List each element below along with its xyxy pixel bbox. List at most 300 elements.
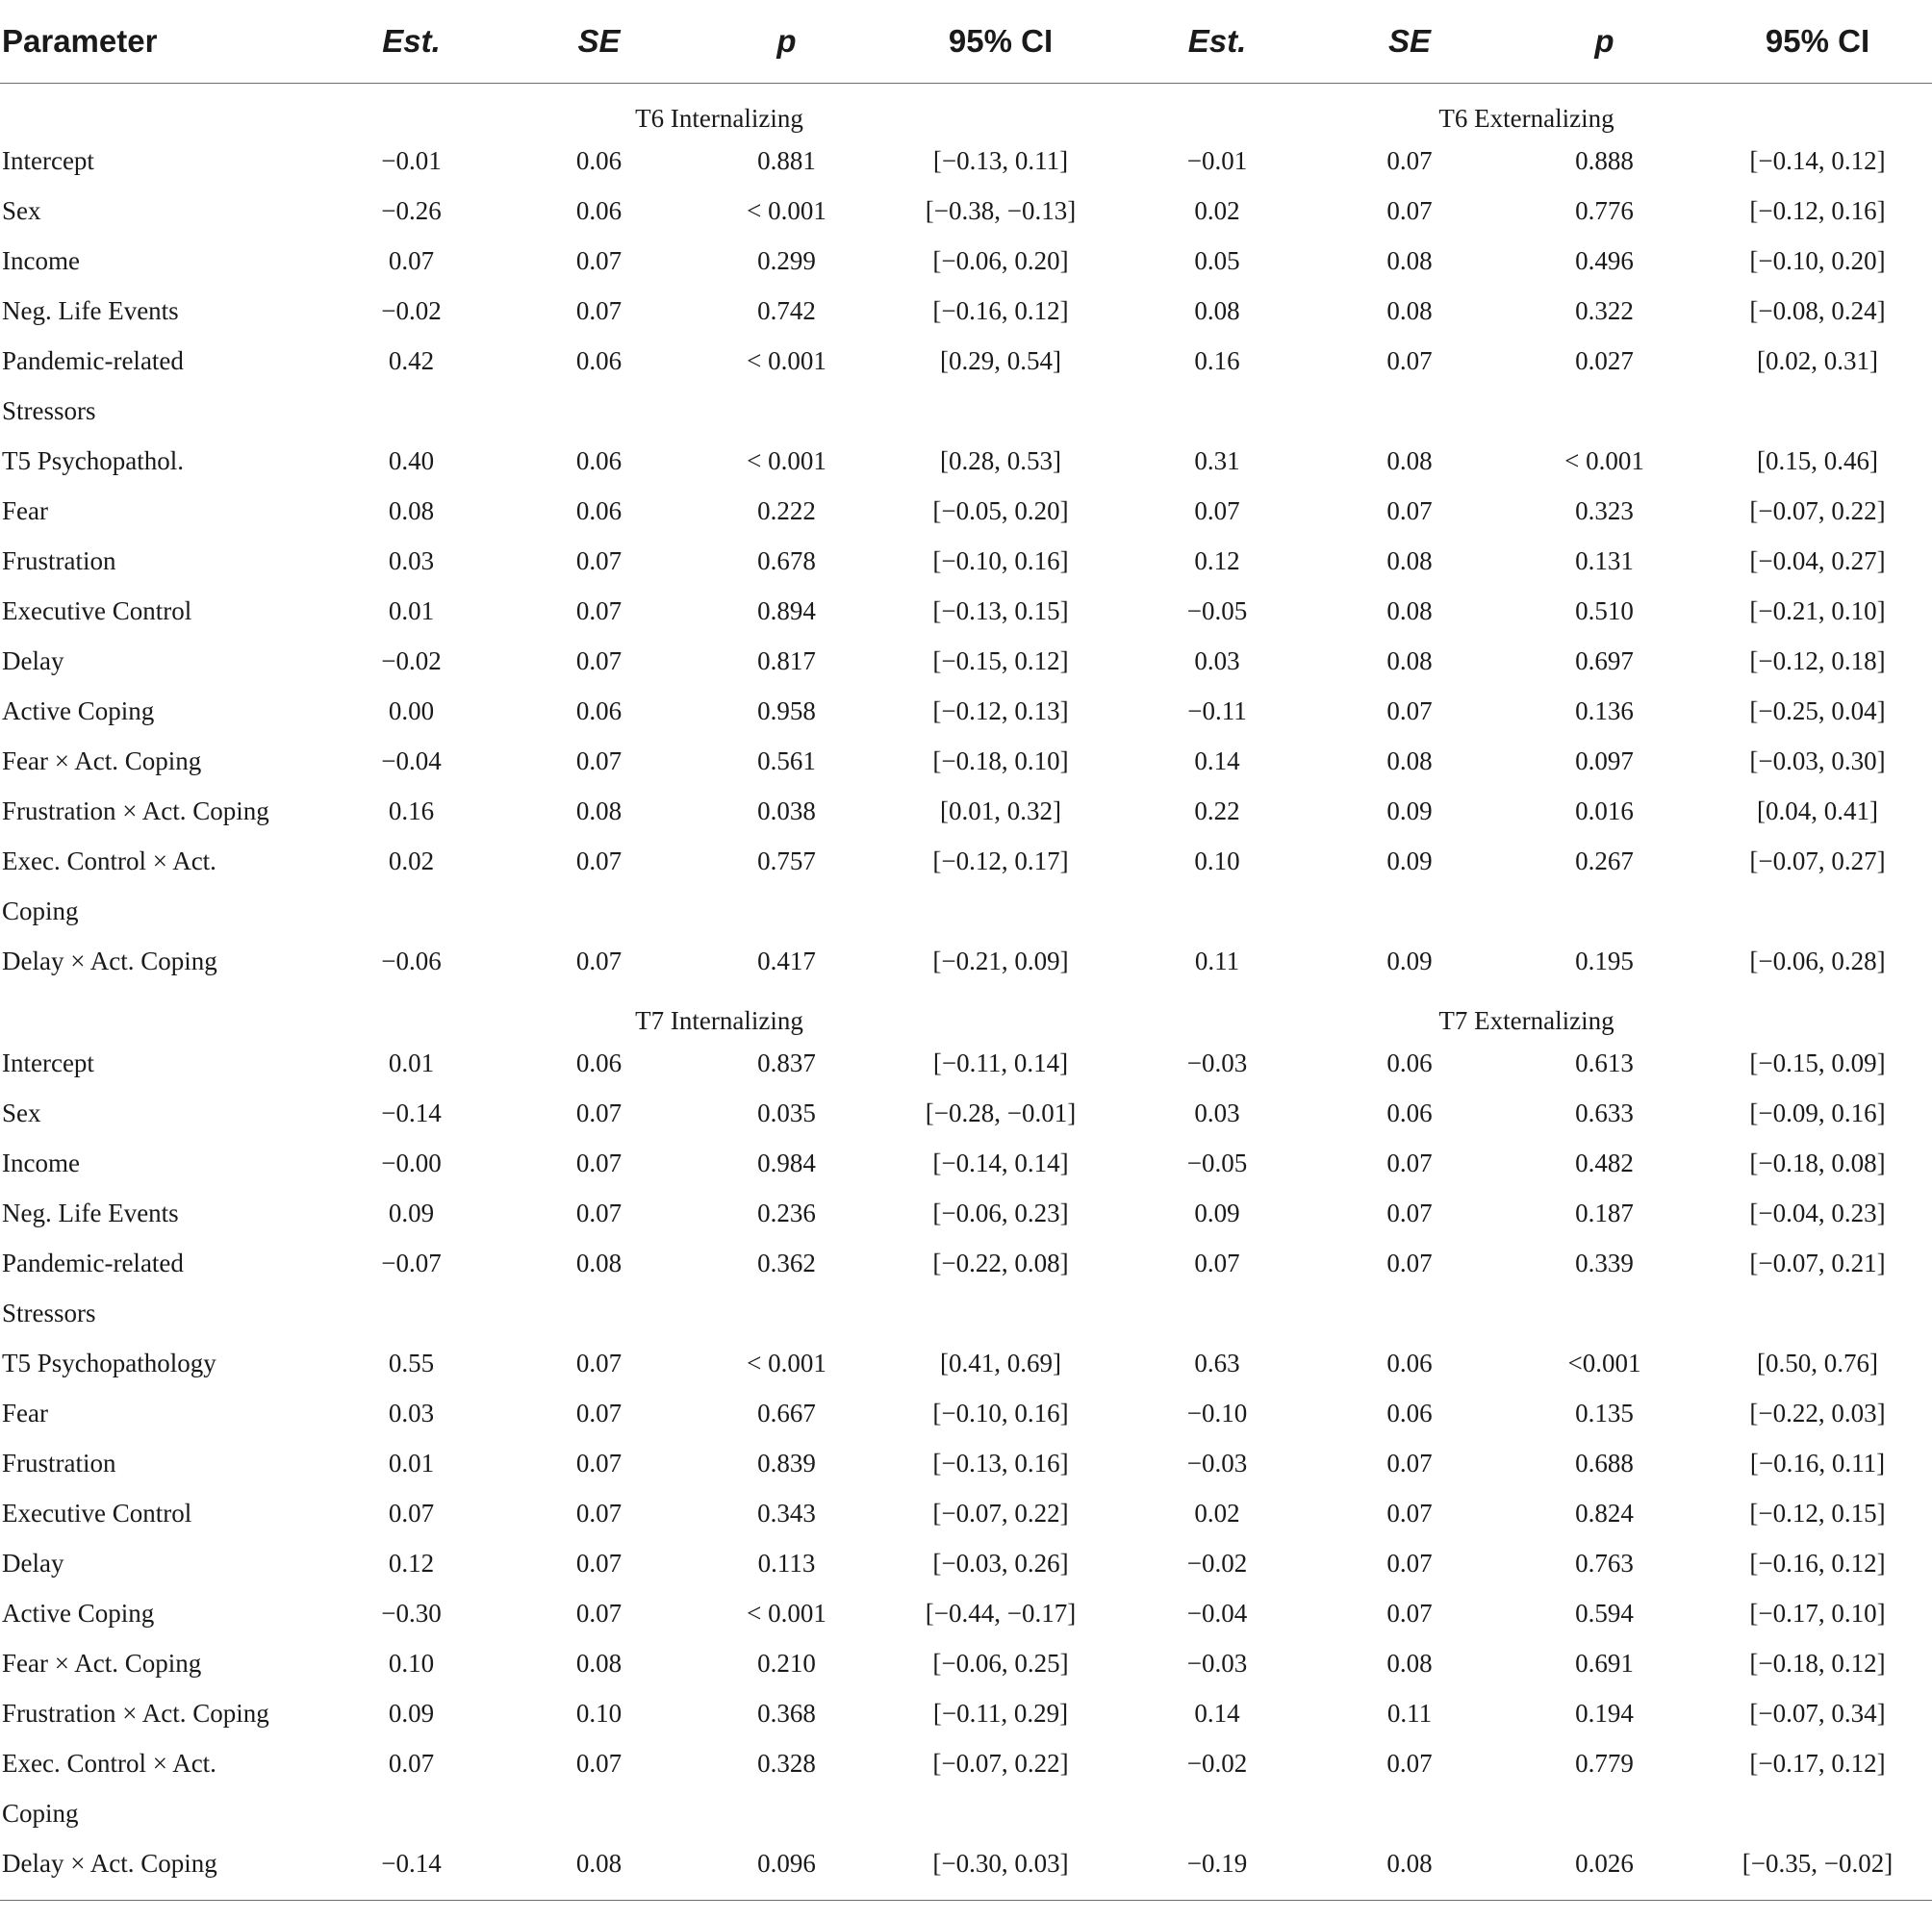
se-internalizing-cell: 0.08 — [575, 796, 623, 825]
parameter-continuation-row — [0, 1788, 1932, 1838]
p-internalizing-cell: 0.817 — [757, 645, 816, 675]
ci-externalizing-cell: [−0.14, 0.12] — [1749, 145, 1886, 175]
est-internalizing-cell: −0.07 — [381, 1248, 442, 1277]
ci-internalizing-cell: [−0.16, 0.12] — [932, 295, 1069, 325]
se-externalizing-cell: 0.07 — [1386, 695, 1433, 725]
header-se-externalizing: SE — [1313, 0, 1506, 84]
se-externalizing-cell: 0.07 — [1386, 1198, 1433, 1227]
p-internalizing-cell: 0.113 — [757, 1548, 816, 1578]
empty-cell — [880, 386, 1121, 436]
est-internalizing-cell: −0.26 — [381, 195, 442, 225]
parameter-cell: Delay — [2, 1548, 64, 1578]
est-externalizing-cell: −0.19 — [1186, 1848, 1248, 1878]
ci-internalizing-cell: [−0.18, 0.10] — [932, 745, 1069, 775]
p-internalizing-cell: 0.667 — [757, 1398, 816, 1427]
bottom-rule — [0, 1900, 1932, 1901]
se-internalizing-cell: 0.07 — [575, 846, 623, 875]
se-externalizing-cell: 0.07 — [1386, 495, 1433, 525]
se-internalizing-cell: 0.06 — [575, 695, 623, 725]
parameter-cell: Fear × Act. Coping — [2, 1648, 202, 1678]
est-internalizing-cell: 0.16 — [388, 796, 435, 825]
est-internalizing-cell: 0.07 — [388, 1748, 435, 1778]
se-internalizing-cell: 0.08 — [575, 1648, 623, 1678]
ci-internalizing-cell: [−0.14, 0.14] — [932, 1148, 1069, 1177]
ci-externalizing-cell: [−0.12, 0.18] — [1749, 645, 1886, 675]
ci-internalizing-cell: [−0.12, 0.17] — [932, 846, 1069, 875]
est-internalizing-cell: 0.01 — [388, 1448, 435, 1478]
est-internalizing-cell: 0.01 — [388, 595, 435, 625]
empty-cell — [1313, 386, 1506, 436]
section-title-internalizing: T6 Internalizing — [635, 104, 803, 133]
ci-internalizing-cell: [−0.21, 0.09] — [932, 946, 1069, 975]
parameter-cell: Sex — [2, 1098, 41, 1127]
est-internalizing-cell: 0.10 — [388, 1648, 435, 1678]
se-externalizing-cell: 0.07 — [1386, 1598, 1433, 1628]
est-internalizing-cell: 0.00 — [388, 695, 435, 725]
se-internalizing-cell: 0.08 — [575, 1848, 623, 1878]
table-row — [0, 186, 1932, 236]
ci-externalizing-cell: [−0.17, 0.12] — [1749, 1748, 1886, 1778]
ci-internalizing-cell: [−0.05, 0.20] — [932, 495, 1069, 525]
header-est-externalizing: Est. — [1121, 0, 1313, 84]
se-internalizing-cell: 0.07 — [575, 1748, 623, 1778]
table-row — [0, 1688, 1932, 1738]
se-internalizing-cell: 0.06 — [575, 445, 623, 475]
ci-internalizing-cell: [−0.07, 0.22] — [932, 1498, 1069, 1528]
se-internalizing-cell: 0.06 — [575, 145, 623, 175]
empty-cell — [1506, 386, 1703, 436]
ci-internalizing-cell: [−0.11, 0.29] — [932, 1698, 1069, 1728]
est-internalizing-cell: 0.03 — [388, 545, 435, 575]
table-row — [0, 836, 1932, 886]
parameter-continuation-cell: Coping — [2, 1798, 79, 1828]
p-internalizing-cell: < 0.001 — [747, 345, 826, 375]
parameter-cell: Neg. Life Events — [2, 1198, 179, 1227]
se-externalizing-cell: 0.08 — [1386, 595, 1433, 625]
empty-cell — [1121, 1788, 1313, 1838]
se-externalizing-cell: 0.07 — [1386, 1548, 1433, 1578]
ci-externalizing-cell: [−0.04, 0.27] — [1749, 545, 1886, 575]
ci-internalizing-cell: [−0.13, 0.16] — [932, 1448, 1069, 1478]
p-externalizing-cell: 0.136 — [1575, 695, 1634, 725]
se-externalizing-cell: 0.08 — [1386, 545, 1433, 575]
se-externalizing-cell: 0.06 — [1386, 1398, 1433, 1427]
ci-internalizing-cell: [−0.28, −0.01] — [925, 1098, 1077, 1127]
p-externalizing-cell: 0.763 — [1575, 1548, 1634, 1578]
est-externalizing-cell: −0.02 — [1186, 1548, 1248, 1578]
est-internalizing-cell: −0.06 — [381, 946, 442, 975]
p-externalizing-cell: 0.026 — [1575, 1848, 1634, 1878]
est-internalizing-cell: 0.55 — [388, 1348, 435, 1377]
p-internalizing-cell: 0.757 — [757, 846, 816, 875]
p-internalizing-cell: 0.561 — [757, 745, 816, 775]
est-externalizing-cell: 0.10 — [1194, 846, 1240, 875]
table-row — [0, 436, 1932, 486]
table-body — [0, 84, 1932, 1889]
table-row — [0, 936, 1932, 986]
table-row — [0, 236, 1932, 286]
est-internalizing-cell: −0.04 — [381, 745, 442, 775]
est-internalizing-cell: −0.14 — [381, 1098, 442, 1127]
ci-externalizing-cell: [−0.18, 0.12] — [1749, 1648, 1886, 1678]
empty-cell — [1121, 886, 1313, 936]
p-internalizing-cell: 0.837 — [757, 1048, 816, 1077]
ci-externalizing-cell: [−0.09, 0.16] — [1749, 1098, 1886, 1127]
ci-internalizing-cell: [−0.10, 0.16] — [932, 1398, 1069, 1427]
parameter-continuation-cell: Stressors — [2, 1298, 96, 1327]
empty-cell — [1703, 1288, 1932, 1338]
parameter-cell: Delay × Act. Coping — [2, 1848, 217, 1878]
se-externalizing-cell: 0.07 — [1386, 1498, 1433, 1528]
se-externalizing-cell: 0.11 — [1386, 1698, 1433, 1728]
empty-cell — [1703, 1788, 1932, 1838]
section-title-internalizing: T7 Internalizing — [635, 1006, 803, 1035]
se-externalizing-cell: 0.09 — [1386, 796, 1433, 825]
empty-cell — [1506, 1788, 1703, 1838]
ci-externalizing-cell: [−0.17, 0.10] — [1749, 1598, 1886, 1628]
p-externalizing-cell: 0.594 — [1575, 1598, 1634, 1628]
ci-internalizing-cell: [0.28, 0.53] — [940, 445, 1061, 475]
se-internalizing-cell: 0.06 — [575, 1048, 623, 1077]
est-internalizing-cell: 0.07 — [388, 1498, 435, 1528]
table-row — [0, 286, 1932, 336]
p-internalizing-cell: 0.678 — [757, 545, 816, 575]
p-internalizing-cell: 0.096 — [757, 1848, 816, 1878]
p-externalizing-cell: 0.195 — [1575, 946, 1634, 975]
table-row — [0, 1588, 1932, 1638]
est-externalizing-cell: −0.02 — [1186, 1748, 1248, 1778]
table-row — [0, 1388, 1932, 1438]
parameter-cell: Executive Control — [2, 1498, 192, 1528]
empty-cell — [693, 386, 880, 436]
est-externalizing-cell: 0.03 — [1194, 1098, 1240, 1127]
ci-internalizing-cell: [−0.44, −0.17] — [925, 1598, 1077, 1628]
est-internalizing-cell: −0.14 — [381, 1848, 442, 1878]
empty-cell — [505, 386, 693, 436]
parameter-cell: Pandemic-related — [2, 1248, 184, 1277]
table-row — [0, 136, 1932, 186]
empty-cell — [1121, 1288, 1313, 1338]
header-parameter: Parameter — [0, 0, 318, 84]
est-externalizing-cell: 0.09 — [1194, 1198, 1240, 1227]
ci-externalizing-cell: [−0.07, 0.34] — [1749, 1698, 1886, 1728]
p-externalizing-cell: <0.001 — [1567, 1348, 1641, 1377]
ci-externalizing-cell: [−0.07, 0.22] — [1749, 495, 1886, 525]
se-internalizing-cell: 0.07 — [575, 1548, 623, 1578]
se-internalizing-cell: 0.07 — [575, 1598, 623, 1628]
ci-internalizing-cell: [0.29, 0.54] — [940, 345, 1061, 375]
p-internalizing-cell: 0.236 — [757, 1198, 816, 1227]
parameter-cell: Income — [2, 245, 80, 275]
est-internalizing-cell: −0.02 — [381, 295, 442, 325]
est-externalizing-cell: −0.03 — [1186, 1448, 1248, 1478]
est-internalizing-cell: 0.09 — [388, 1198, 435, 1227]
ci-externalizing-cell: [0.50, 0.76] — [1757, 1348, 1878, 1377]
ci-internalizing-cell: [0.41, 0.69] — [940, 1348, 1061, 1377]
p-externalizing-cell: < 0.001 — [1564, 445, 1644, 475]
table-row — [0, 336, 1932, 386]
se-externalizing-cell: 0.08 — [1386, 295, 1433, 325]
empty-cell — [318, 386, 505, 436]
p-externalizing-cell: 0.267 — [1575, 846, 1634, 875]
p-internalizing-cell: 0.362 — [757, 1248, 816, 1277]
empty-cell — [880, 886, 1121, 936]
p-externalizing-cell: 0.194 — [1575, 1698, 1634, 1728]
ci-internalizing-cell: [−0.03, 0.26] — [932, 1548, 1069, 1578]
p-externalizing-cell: 0.688 — [1575, 1448, 1634, 1478]
section-title-spacer — [0, 84, 318, 137]
est-externalizing-cell: 0.63 — [1194, 1348, 1240, 1377]
p-externalizing-cell: 0.888 — [1575, 145, 1634, 175]
table-row — [0, 1088, 1932, 1138]
p-internalizing-cell: 0.210 — [757, 1648, 816, 1678]
parameter-cell: Intercept — [2, 1048, 94, 1077]
est-externalizing-cell: −0.10 — [1186, 1398, 1248, 1427]
p-internalizing-cell: < 0.001 — [747, 445, 826, 475]
p-externalizing-cell: 0.697 — [1575, 645, 1634, 675]
ci-internalizing-cell: [−0.06, 0.25] — [932, 1648, 1069, 1678]
ci-externalizing-cell: [−0.08, 0.24] — [1749, 295, 1886, 325]
ci-externalizing-cell: [−0.18, 0.08] — [1749, 1148, 1886, 1177]
empty-cell — [1703, 886, 1932, 936]
section-title-row — [0, 84, 1932, 137]
se-externalizing-cell: 0.08 — [1386, 245, 1433, 275]
se-internalizing-cell: 0.07 — [575, 745, 623, 775]
p-internalizing-cell: 0.328 — [757, 1748, 816, 1778]
parameter-continuation-row — [0, 1288, 1932, 1338]
se-internalizing-cell: 0.07 — [575, 1398, 623, 1427]
p-internalizing-cell: 0.222 — [757, 495, 816, 525]
se-externalizing-cell: 0.07 — [1386, 1748, 1433, 1778]
table-row — [0, 1438, 1932, 1488]
est-externalizing-cell: 0.11 — [1194, 946, 1240, 975]
est-internalizing-cell: 0.02 — [388, 846, 435, 875]
p-externalizing-cell: 0.323 — [1575, 495, 1634, 525]
p-externalizing-cell: 0.482 — [1575, 1148, 1634, 1177]
p-externalizing-cell: 0.613 — [1575, 1048, 1634, 1077]
header-ci-externalizing: 95% CI — [1703, 0, 1932, 84]
header-est-internalizing: Est. — [318, 0, 505, 84]
parameter-cell: Fear — [2, 1398, 48, 1427]
se-externalizing-cell: 0.07 — [1386, 145, 1433, 175]
ci-externalizing-cell: [−0.22, 0.03] — [1749, 1398, 1886, 1427]
p-externalizing-cell: 0.824 — [1575, 1498, 1634, 1528]
parameter-continuation-cell: Coping — [2, 896, 79, 925]
ci-externalizing-cell: [−0.16, 0.12] — [1749, 1548, 1886, 1578]
est-externalizing-cell: 0.07 — [1194, 495, 1240, 525]
est-internalizing-cell: 0.03 — [388, 1398, 435, 1427]
p-externalizing-cell: 0.187 — [1575, 1198, 1634, 1227]
ci-externalizing-cell: [−0.03, 0.30] — [1749, 745, 1886, 775]
parameter-cell: Fear × Act. Coping — [2, 745, 202, 775]
se-externalizing-cell: 0.06 — [1386, 1098, 1433, 1127]
se-internalizing-cell: 0.06 — [575, 495, 623, 525]
empty-cell — [693, 886, 880, 936]
se-internalizing-cell: 0.07 — [575, 1498, 623, 1528]
parameter-cell: Pandemic-related — [2, 345, 184, 375]
est-externalizing-cell: 0.31 — [1194, 445, 1240, 475]
p-externalizing-cell: 0.097 — [1575, 745, 1634, 775]
parameter-cell: Delay × Act. Coping — [2, 946, 217, 975]
se-internalizing-cell: 0.07 — [575, 1098, 623, 1127]
est-internalizing-cell: 0.01 — [388, 1048, 435, 1077]
se-externalizing-cell: 0.09 — [1386, 946, 1433, 975]
empty-cell — [1313, 886, 1506, 936]
se-internalizing-cell: 0.07 — [575, 595, 623, 625]
est-internalizing-cell: −0.30 — [381, 1598, 442, 1628]
table-row — [0, 1738, 1932, 1788]
p-externalizing-cell: 0.779 — [1575, 1748, 1634, 1778]
empty-cell — [505, 1788, 693, 1838]
empty-cell — [693, 1788, 880, 1838]
empty-cell — [318, 1288, 505, 1338]
parameter-cell: Exec. Control × Act. — [2, 1748, 216, 1778]
est-externalizing-cell: −0.04 — [1186, 1598, 1248, 1628]
p-internalizing-cell: 0.984 — [757, 1148, 816, 1177]
se-internalizing-cell: 0.07 — [575, 245, 623, 275]
parameter-cell: Frustration × Act. Coping — [2, 1698, 269, 1728]
parameter-cell: Delay — [2, 645, 64, 675]
table-row — [0, 486, 1932, 536]
empty-cell — [880, 1788, 1121, 1838]
se-internalizing-cell: 0.08 — [575, 1248, 623, 1277]
est-externalizing-cell: −0.11 — [1187, 695, 1247, 725]
ci-internalizing-cell: [−0.12, 0.13] — [932, 695, 1069, 725]
p-internalizing-cell: 0.343 — [757, 1498, 816, 1528]
ci-internalizing-cell: [−0.30, 0.03] — [932, 1848, 1069, 1878]
parameter-cell: Frustration — [2, 1448, 116, 1478]
table-header — [0, 0, 1932, 84]
p-internalizing-cell: < 0.001 — [747, 195, 826, 225]
table-row — [0, 1538, 1932, 1588]
p-internalizing-cell: < 0.001 — [747, 1598, 826, 1628]
ci-externalizing-cell: [−0.07, 0.21] — [1749, 1248, 1886, 1277]
est-externalizing-cell: −0.05 — [1186, 1148, 1248, 1177]
empty-cell — [1506, 886, 1703, 936]
ci-externalizing-cell: [−0.12, 0.15] — [1749, 1498, 1886, 1528]
se-internalizing-cell: 0.07 — [575, 1348, 623, 1377]
parameter-cell: Intercept — [2, 145, 94, 175]
parameter-cell: T5 Psychopathology — [2, 1348, 216, 1377]
est-internalizing-cell: 0.07 — [388, 245, 435, 275]
se-externalizing-cell: 0.07 — [1386, 195, 1433, 225]
section-title-row — [0, 986, 1932, 1038]
header-p-internalizing: p — [693, 0, 880, 84]
empty-cell — [505, 886, 693, 936]
p-internalizing-cell: 0.038 — [757, 796, 816, 825]
parameter-cell: Sex — [2, 195, 41, 225]
se-externalizing-cell: 0.07 — [1386, 1448, 1433, 1478]
empty-cell — [1703, 386, 1932, 436]
p-internalizing-cell: 0.035 — [757, 1098, 816, 1127]
table-row — [0, 1488, 1932, 1538]
p-internalizing-cell: 0.881 — [757, 145, 816, 175]
ci-externalizing-cell: [−0.25, 0.04] — [1749, 695, 1886, 725]
empty-cell — [693, 1288, 880, 1338]
se-externalizing-cell: 0.07 — [1386, 1248, 1433, 1277]
parameter-continuation-row — [0, 886, 1932, 936]
ci-internalizing-cell: [−0.07, 0.22] — [932, 1748, 1069, 1778]
empty-cell — [1506, 1288, 1703, 1338]
ci-externalizing-cell: [0.15, 0.46] — [1757, 445, 1878, 475]
p-internalizing-cell: 0.894 — [757, 595, 816, 625]
parameter-cell: Executive Control — [2, 595, 192, 625]
p-externalizing-cell: 0.510 — [1575, 595, 1634, 625]
p-externalizing-cell: 0.496 — [1575, 245, 1634, 275]
section-title-spacer — [0, 986, 318, 1038]
est-internalizing-cell: 0.08 — [388, 495, 435, 525]
se-internalizing-cell: 0.07 — [575, 1148, 623, 1177]
se-externalizing-cell: 0.08 — [1386, 645, 1433, 675]
se-externalizing-cell: 0.08 — [1386, 1848, 1433, 1878]
se-externalizing-cell: 0.07 — [1386, 1148, 1433, 1177]
se-externalizing-cell: 0.08 — [1386, 745, 1433, 775]
ci-internalizing-cell: [−0.15, 0.12] — [932, 645, 1069, 675]
ci-internalizing-cell: [−0.13, 0.15] — [932, 595, 1069, 625]
table-row — [0, 1238, 1932, 1288]
est-externalizing-cell: 0.14 — [1194, 1698, 1240, 1728]
p-externalizing-cell: 0.135 — [1575, 1398, 1634, 1427]
p-externalizing-cell: 0.691 — [1575, 1648, 1634, 1678]
p-internalizing-cell: 0.958 — [757, 695, 816, 725]
parameter-continuation-row — [0, 386, 1932, 436]
table-row — [0, 736, 1932, 786]
est-internalizing-cell: 0.42 — [388, 345, 435, 375]
ci-externalizing-cell: [−0.21, 0.10] — [1749, 595, 1886, 625]
empty-cell — [318, 1788, 505, 1838]
table-row — [0, 1038, 1932, 1088]
ci-externalizing-cell: [−0.35, −0.02] — [1741, 1848, 1894, 1878]
table-row — [0, 1338, 1932, 1388]
est-externalizing-cell: −0.03 — [1186, 1648, 1248, 1678]
est-externalizing-cell: 0.02 — [1194, 1498, 1240, 1528]
ci-internalizing-cell: [−0.10, 0.16] — [932, 545, 1069, 575]
est-internalizing-cell: −0.02 — [381, 645, 442, 675]
se-internalizing-cell: 0.07 — [575, 295, 623, 325]
est-externalizing-cell: 0.07 — [1194, 1248, 1240, 1277]
p-internalizing-cell: 0.299 — [757, 245, 816, 275]
ci-internalizing-cell: [−0.06, 0.20] — [932, 245, 1069, 275]
se-externalizing-cell: 0.08 — [1386, 1648, 1433, 1678]
section-title-externalizing: T7 Externalizing — [1438, 1006, 1614, 1035]
ci-internalizing-cell: [−0.13, 0.11] — [932, 145, 1069, 175]
ci-externalizing-cell: [0.02, 0.31] — [1757, 345, 1878, 375]
p-externalizing-cell: 0.027 — [1575, 345, 1634, 375]
p-internalizing-cell: 0.839 — [757, 1448, 816, 1478]
parameter-continuation-cell: Stressors — [2, 395, 96, 425]
ci-externalizing-cell: [−0.04, 0.23] — [1749, 1198, 1886, 1227]
p-externalizing-cell: 0.339 — [1575, 1248, 1634, 1277]
header-row — [0, 0, 1932, 84]
est-externalizing-cell: 0.08 — [1194, 295, 1240, 325]
section-title-externalizing: T6 Externalizing — [1438, 104, 1614, 133]
empty-cell — [1121, 386, 1313, 436]
se-externalizing-cell: 0.08 — [1386, 445, 1433, 475]
header-ci-internalizing: 95% CI — [880, 0, 1121, 84]
p-internalizing-cell: 0.417 — [757, 946, 816, 975]
empty-cell — [505, 1288, 693, 1338]
empty-cell — [1313, 1288, 1506, 1338]
table-row — [0, 686, 1932, 736]
est-externalizing-cell: −0.03 — [1186, 1048, 1248, 1077]
parameter-cell: Frustration × Act. Coping — [2, 796, 269, 825]
est-externalizing-cell: 0.03 — [1194, 645, 1240, 675]
parameter-cell: Fear — [2, 495, 48, 525]
est-internalizing-cell: −0.00 — [381, 1148, 442, 1177]
table-row — [0, 1138, 1932, 1188]
header-se-internalizing: SE — [505, 0, 693, 84]
se-internalizing-cell: 0.07 — [575, 545, 623, 575]
